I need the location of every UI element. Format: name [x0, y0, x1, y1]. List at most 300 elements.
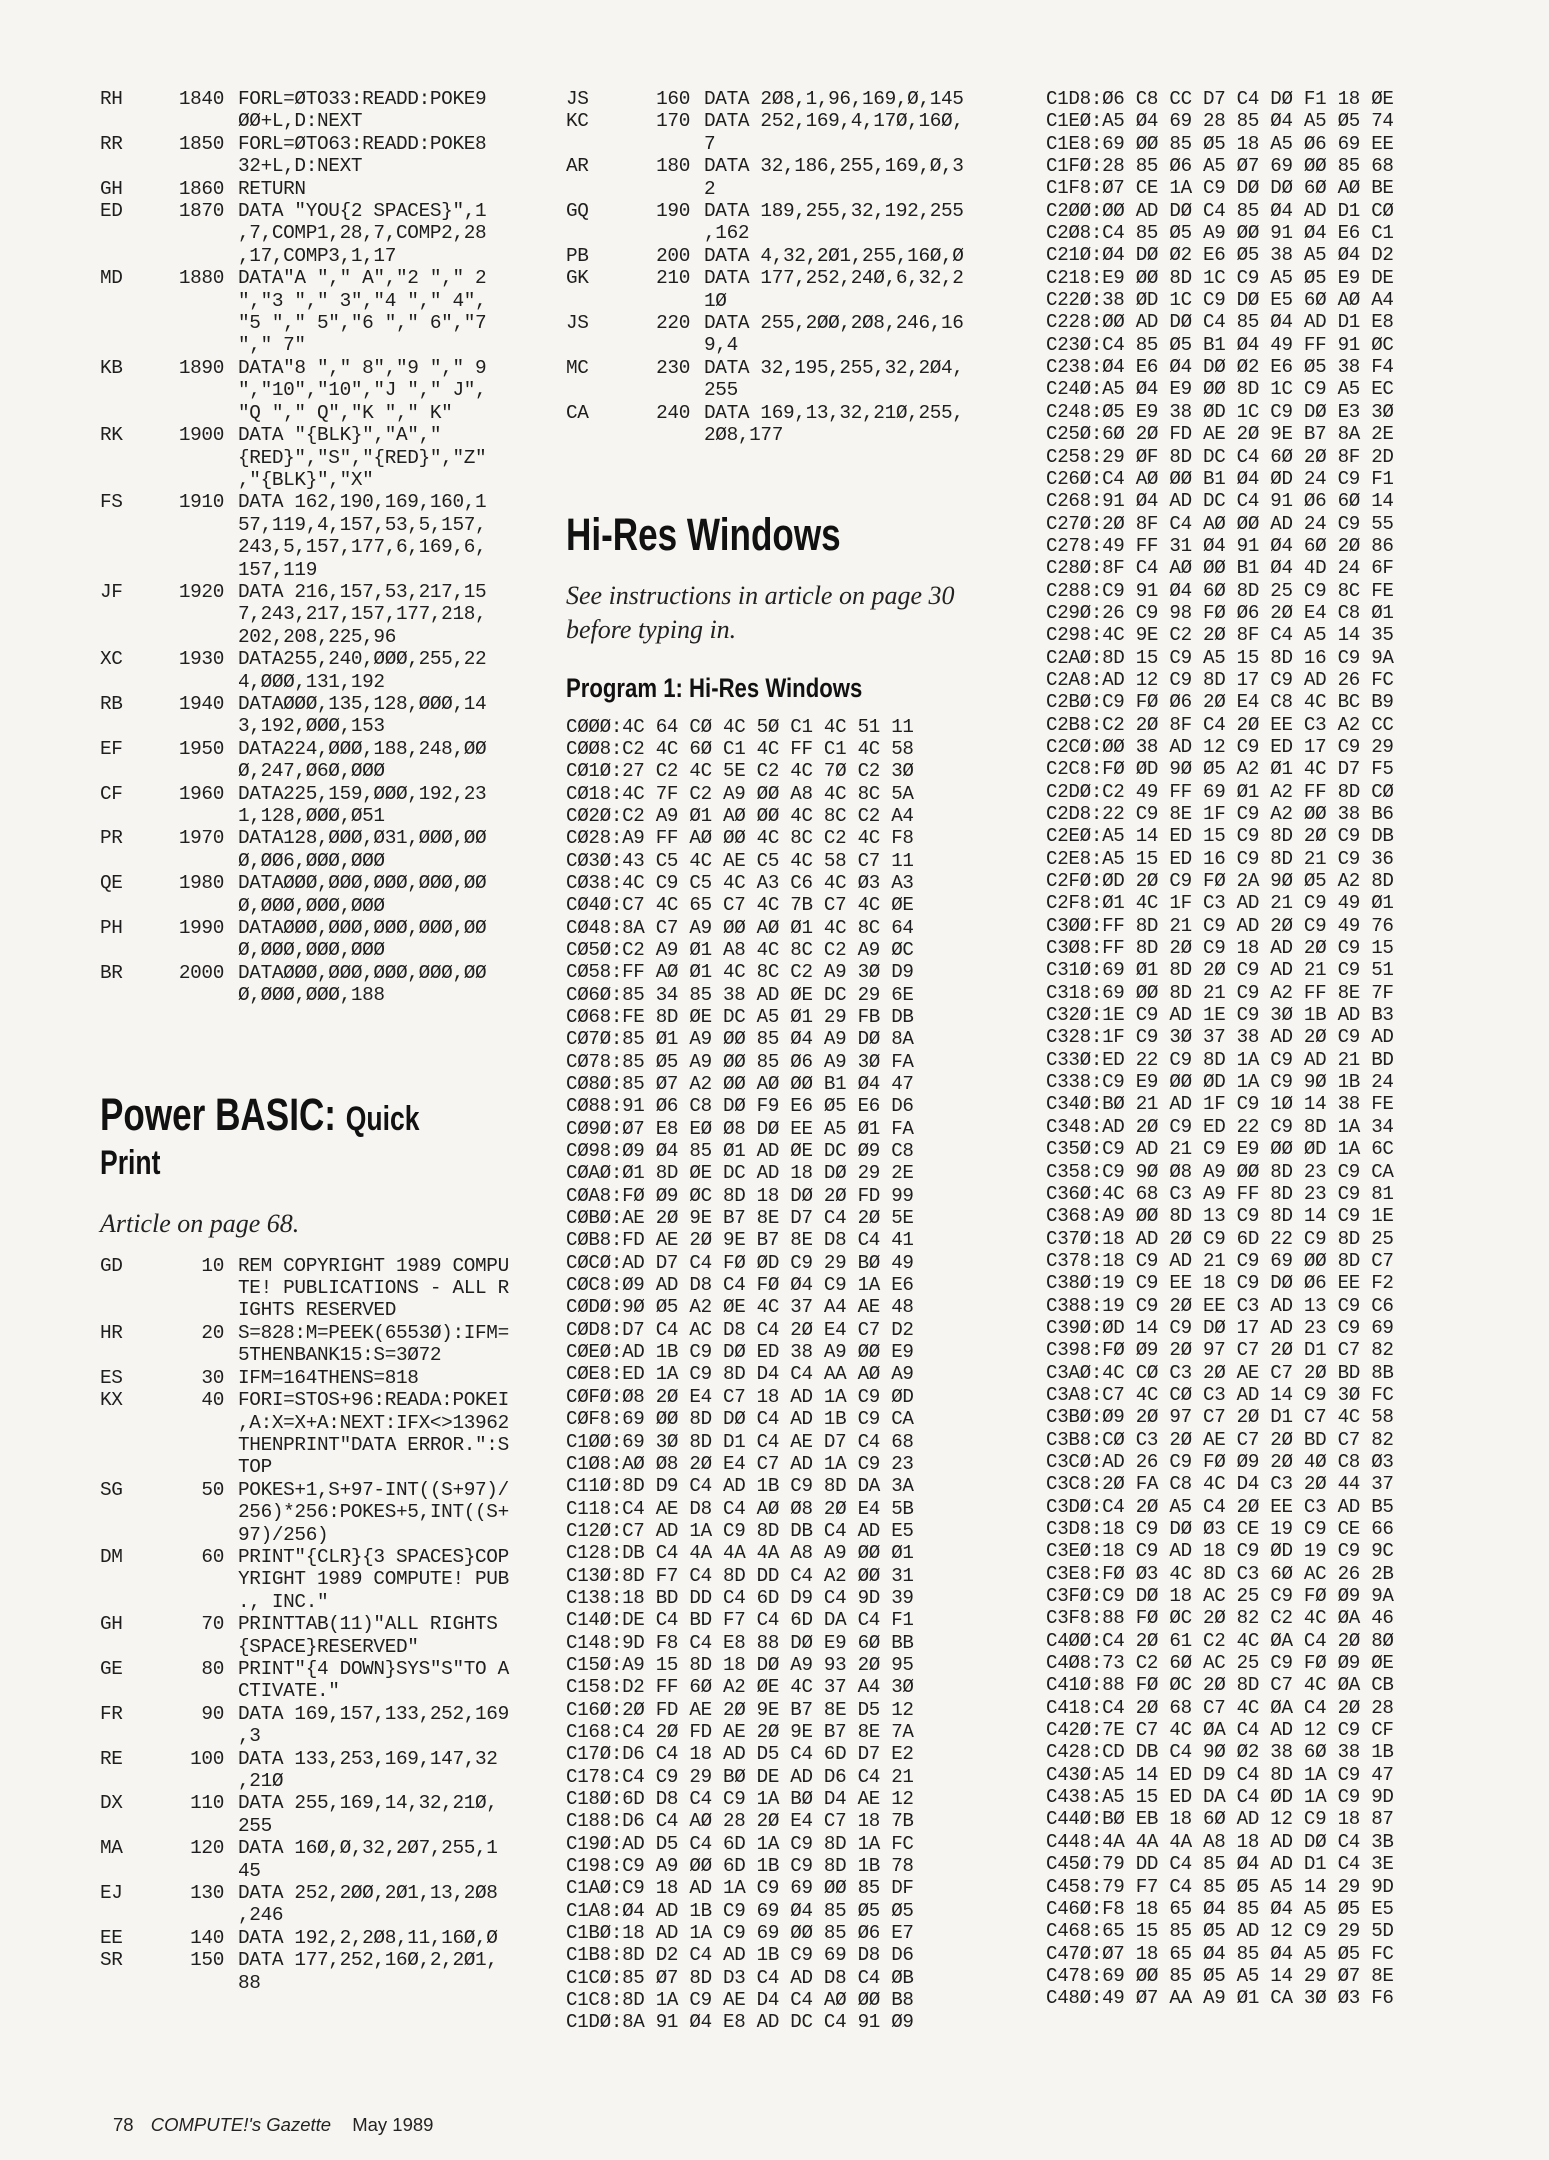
- line-text: DATA 177,252,24Ø,6,32,2 1Ø: [704, 267, 964, 312]
- line-number: 110: [190, 1792, 224, 1815]
- hex-row: C1CØ:85 Ø7 8D D3 C4 AD D8 C4 ØB: [566, 1966, 914, 1989]
- listing-line: [100, 783, 540, 828]
- line-text: PRINT"{CLR}{3 SPACES}COP YRIGHT 1989 COMPUTE! PUB ., INC.": [238, 1545, 509, 1613]
- checksum-code: RB: [100, 692, 123, 715]
- line-text: FORI=STOS+96:READA:POKEI ,A:X=X+A:NEXT:IFX<>13962 THENPRINT"DATA ERROR.":S TOP: [238, 1389, 509, 1479]
- hex-row: C29Ø:26 C9 98 FØ Ø6 2Ø E4 C8 Ø1: [1046, 601, 1394, 624]
- line-text: IFM=164THENS=818: [238, 1366, 419, 1389]
- line-text: DATA224,ØØØ,188,248,ØØ Ø,247,Ø6Ø,ØØØ: [238, 737, 487, 783]
- hex-row: C118:C4 AE D8 C4 AØ Ø8 2Ø E4 5B: [566, 1497, 914, 1520]
- line-text: RETURN: [238, 177, 306, 200]
- power-basic-intro: Article on page 68.: [100, 1208, 300, 1238]
- hex-row: C11Ø:8D D9 C4 AD 1B C9 8D DA 3A: [566, 1475, 914, 1498]
- line-number: 1980: [178, 872, 224, 895]
- hex-row: CØB8:FD AE 2Ø 9E B7 8E D8 C4 41: [566, 1229, 914, 1252]
- checksum-code: CA: [566, 401, 589, 424]
- line-number: 130: [190, 1882, 224, 1905]
- listing-line: [100, 1882, 540, 1927]
- listing-line: [100, 1479, 540, 1546]
- hex-row: C48Ø:49 Ø7 AA A9 Ø1 CA 3Ø Ø3 F6: [1046, 1987, 1394, 2010]
- checksum-code: SR: [100, 1949, 123, 1972]
- hex-row: C378:18 C9 AD 21 C9 69 ØØ 8D C7: [1046, 1249, 1394, 1272]
- line-number: 1990: [178, 917, 224, 940]
- program-title-name: Hi-Res Windows: [689, 672, 863, 703]
- line-number: 230: [656, 356, 690, 379]
- listing-line: [566, 357, 1021, 402]
- listing-line: [100, 1837, 540, 1882]
- listing-line: [100, 491, 540, 581]
- column-right: [1046, 88, 1516, 2010]
- listing-line: [100, 827, 540, 872]
- line-number: 190: [656, 200, 690, 223]
- line-text: DATA 16Ø,Ø,32,2Ø7,255,1 45: [238, 1837, 498, 1882]
- listing-line: [100, 357, 540, 424]
- hex-row: CØE8:ED 1A C9 8D D4 C4 AA AØ A9: [566, 1363, 914, 1386]
- hex-row: C39Ø:ØD 14 C9 DØ 17 AD 23 C9 69: [1046, 1316, 1394, 1339]
- hexdump-right: [1046, 88, 1516, 2010]
- hex-row: C438:A5 15 ED DA C4 ØD 1A C9 9D: [1046, 1786, 1394, 1809]
- checksum-code: RE: [100, 1747, 123, 1770]
- hex-row: C13Ø:8D F7 C4 8D DD C4 A2 ØØ 31: [566, 1564, 914, 1587]
- hex-row: C288:C9 91 Ø4 6Ø 8D 25 C9 8C FE: [1046, 579, 1394, 602]
- listing-line: [100, 133, 540, 178]
- hex-row: C468:65 15 85 Ø5 AD 12 C9 29 5D: [1046, 1920, 1394, 1943]
- line-text: DATA 162,190,169,160,1 57,119,4,157,53,5,157, 243,5,157,177,6,169,6, 157,119: [238, 491, 487, 581]
- hex-row: C3ØØ:FF 8D 21 C9 AD 2Ø C9 49 76: [1046, 914, 1394, 937]
- line-text: PRINT"{4 DOWN}SYS"S"TO A CTIVATE.": [238, 1657, 509, 1703]
- line-text: DATA 133,253,169,147,32 ,21Ø: [238, 1747, 498, 1792]
- hex-row: C1FØ:28 85 Ø6 A5 Ø7 69 ØØ 85 68: [1046, 155, 1394, 178]
- hex-row: C318:69 ØØ 8D 21 C9 A2 FF 8E 7F: [1046, 981, 1394, 1004]
- listing-line: [100, 200, 540, 267]
- listing-line: [566, 267, 1021, 312]
- line-text: DATA 189,255,32,192,255 ,162: [704, 200, 964, 245]
- line-text: PRINTTAB(11)"ALL RIGHTS {SPACE}RESERVED": [238, 1613, 498, 1658]
- line-number: 200: [656, 244, 690, 267]
- line-text: DATA 32,195,255,32,2Ø4, 255: [704, 356, 964, 402]
- hex-row: CØEØ:AD 1B C9 DØ ED 38 A9 ØØ E9: [566, 1341, 914, 1364]
- listing-line: [100, 1748, 540, 1793]
- page-number: 78: [113, 2114, 134, 2135]
- hex-row: C178:C4 C9 29 BØ DE AD D6 C4 21: [566, 1765, 914, 1788]
- listing-line: [100, 1389, 540, 1479]
- hex-row: CØF8:69 ØØ 8D DØ C4 AD 1B C9 CA: [566, 1408, 914, 1431]
- line-number: 150: [190, 1949, 224, 1972]
- line-number: 1960: [178, 782, 224, 805]
- line-text: DATA 169,157,133,252,169 ,3: [238, 1702, 509, 1748]
- hex-row: C138:18 BD DD C4 6D D9 C4 9D 39: [566, 1586, 914, 1609]
- line-text: POKES+1,S+97-INT((S+97)/ 256)*256:POKES+5,INT((S+ 97)/256): [238, 1478, 509, 1546]
- listing-line: [100, 1703, 540, 1748]
- listing-line: [100, 1322, 540, 1367]
- line-text: DATAØØØ,135,128,ØØØ,14 3,192,ØØØ,153: [238, 692, 487, 738]
- listing-line: [100, 693, 540, 738]
- hex-row: C28Ø:8F C4 AØ ØØ B1 Ø4 4D 24 6F: [1046, 557, 1394, 580]
- hex-row: CØ48:8A C7 A9 ØØ AØ Ø1 4C 8C 64: [566, 916, 914, 939]
- hex-row: C12Ø:C7 AD 1A C9 8D DB C4 AD E5: [566, 1519, 914, 1542]
- listing-line: [100, 178, 540, 200]
- hex-row: CØCØ:AD D7 C4 FØ ØD C9 29 BØ 49: [566, 1251, 914, 1274]
- checksum-code: KX: [100, 1389, 123, 1412]
- listing-line: [566, 245, 1021, 267]
- hex-row: C45Ø:79 DD C4 85 Ø4 AD D1 C4 3E: [1046, 1853, 1394, 1876]
- hex-row: C148:9D F8 C4 E8 88 DØ E9 6Ø BB: [566, 1631, 914, 1654]
- listing-line: [566, 155, 1021, 200]
- line-number: 80: [201, 1657, 224, 1680]
- hex-row: C35Ø:C9 AD 21 C9 E9 ØØ ØD 1A 6C: [1046, 1138, 1394, 1161]
- line-number: 90: [201, 1702, 224, 1725]
- hex-row: C3A8:C7 4C CØ C3 AD 14 C9 3Ø FC: [1046, 1383, 1394, 1406]
- line-number: 120: [190, 1837, 224, 1860]
- hex-row: C14Ø:DE C4 BD F7 C4 6D DA C4 F1: [566, 1609, 914, 1632]
- hex-row: C238:Ø4 E6 Ø4 DØ Ø2 E6 Ø5 38 F4: [1046, 356, 1394, 379]
- hex-row: CØ28:A9 FF AØ ØØ 4C 8C C2 4C F8: [566, 827, 914, 850]
- hex-row: C41Ø:88 FØ ØC 2Ø 8D C7 4C ØA CB: [1046, 1674, 1394, 1697]
- hex-row: C1B8:8D D2 C4 AD 1B C9 69 D8 D6: [566, 1944, 914, 1967]
- hex-row: C3EØ:18 C9 AD 18 C9 ØD 19 C9 9C: [1046, 1540, 1394, 1563]
- checksum-code: PB: [566, 244, 589, 267]
- hex-row: C388:19 C9 2Ø EE C3 AD 13 C9 C6: [1046, 1294, 1394, 1317]
- hex-row: C228:ØØ AD DØ C4 85 Ø4 AD D1 E8: [1046, 311, 1394, 334]
- checksum-code: DX: [100, 1792, 123, 1815]
- program-title-number: Program 1:: [566, 672, 683, 703]
- listing-power-basic: [100, 1255, 540, 1994]
- hex-row: C21Ø:Ø4 DØ Ø2 E6 Ø5 38 A5 Ø4 D2: [1046, 244, 1394, 267]
- listing-line: [100, 267, 540, 357]
- hex-row: C19Ø:AD D5 C4 6D 1A C9 8D 1A FC: [566, 1832, 914, 1855]
- checksum-code: PH: [100, 917, 123, 940]
- hex-row: CØDØ:9Ø Ø5 A2 ØE 4C 37 A4 AE 48: [566, 1296, 914, 1319]
- hex-row: C37Ø:18 AD 2Ø C9 6D 22 C9 8D 25: [1046, 1227, 1394, 1250]
- hex-row: C24Ø:A5 Ø4 E9 ØØ 8D 1C C9 A5 EC: [1046, 378, 1394, 401]
- hex-row: C398:FØ Ø9 2Ø 97 C7 2Ø D1 C7 82: [1046, 1339, 1394, 1362]
- hex-row: C2C8:FØ ØD 9Ø Ø5 A2 Ø1 4C D7 F5: [1046, 758, 1394, 781]
- line-number: 1890: [178, 356, 224, 379]
- line-text: DATA 4,32,2Ø1,255,16Ø,Ø: [704, 244, 964, 267]
- line-text: FORL=ØTO63:READD:POKE8 32+L,D:NEXT: [238, 132, 487, 178]
- hex-row: CØ38:4C C9 C5 4C A3 C6 4C Ø3 A3: [566, 871, 914, 894]
- hex-row: C46Ø:F8 18 65 Ø4 85 Ø4 A5 Ø5 E5: [1046, 1897, 1394, 1920]
- hex-row: CØ7Ø:85 Ø1 A9 ØØ 85 Ø4 A9 DØ 8A: [566, 1028, 914, 1051]
- hex-row: CØD8:D7 C4 AC D8 C4 2Ø E4 C7 D2: [566, 1318, 914, 1341]
- hex-row: C2EØ:A5 14 ED 15 C9 8D 2Ø C9 DB: [1046, 825, 1394, 848]
- hex-row: C15Ø:A9 15 8D 18 DØ A9 93 2Ø 95: [566, 1653, 914, 1676]
- hex-row: C218:E9 ØØ 8D 1C C9 A5 Ø5 E9 DE: [1046, 266, 1394, 289]
- hex-row: CØ68:FE 8D ØE DC A5 Ø1 29 FB DB: [566, 1005, 914, 1028]
- listing-line: [100, 581, 540, 648]
- hex-row: C38Ø:19 C9 EE 18 C9 DØ Ø6 EE F2: [1046, 1272, 1394, 1295]
- hex-row: C1D8:Ø6 C8 CC D7 C4 DØ F1 18 ØE: [1046, 88, 1394, 110]
- hex-row: CØ58:FF AØ Ø1 4C 8C C2 A9 3Ø D9: [566, 961, 914, 984]
- line-text: DATA 177,252,16Ø,2,2Ø1, 88: [238, 1949, 498, 1994]
- hex-row: C3B8:CØ C3 2Ø AE C7 2Ø BD C7 82: [1046, 1428, 1394, 1451]
- hexdump-middle: [566, 716, 1021, 2034]
- hex-row: CØFØ:Ø8 2Ø E4 C7 18 AD 1A C9 ØD: [566, 1385, 914, 1408]
- checksum-code: FS: [100, 491, 123, 514]
- column-left: [100, 88, 540, 1994]
- hex-row: CØØØ:4C 64 CØ 4C 5Ø C1 4C 51 11: [566, 715, 914, 738]
- hex-row: C418:C4 2Ø 68 C7 4C ØA C4 2Ø 28: [1046, 1696, 1394, 1719]
- hex-row: C3Ø8:FF 8D 2Ø C9 18 AD 2Ø C9 15: [1046, 937, 1394, 960]
- hex-row: CØ9Ø:Ø7 E8 EØ Ø8 DØ EE A5 Ø1 FA: [566, 1117, 914, 1140]
- line-number: 180: [656, 155, 690, 178]
- hex-row: C168:C4 2Ø FD AE 2Ø 9E B7 8E 7A: [566, 1720, 914, 1743]
- hex-row: C188:D6 C4 AØ 28 2Ø E4 C7 18 7B: [566, 1810, 914, 1833]
- checksum-code: HR: [100, 1321, 123, 1344]
- line-text: DATA 216,157,53,217,15 7,243,217,157,177,218, 202,208,225,96: [238, 580, 487, 648]
- listing-line: [100, 872, 540, 917]
- line-number: 1940: [178, 692, 224, 715]
- hex-row: C338:C9 E9 ØØ ØD 1A C9 9Ø 1B 24: [1046, 1071, 1394, 1094]
- hex-row: C328:1F C9 3Ø 37 38 AD 2Ø C9 AD: [1046, 1026, 1394, 1049]
- checksum-code: GE: [100, 1657, 123, 1680]
- listing-line: [100, 1367, 540, 1389]
- hex-row: C298:4C 9E C2 2Ø 8F C4 A5 14 35: [1046, 624, 1394, 647]
- line-number: 220: [656, 312, 690, 335]
- checksum-code: ES: [100, 1366, 123, 1389]
- listing-line: [566, 200, 1021, 245]
- line-number: 1930: [178, 648, 224, 671]
- checksum-code: EE: [100, 1926, 123, 1949]
- line-number: 1920: [178, 580, 224, 603]
- hex-row: C2B8:C2 2Ø 8F C4 2Ø EE C3 A2 CC: [1046, 713, 1394, 736]
- checksum-code: ED: [100, 200, 123, 223]
- hex-row: C448:4A 4A 4A A8 18 AD DØ C4 3B: [1046, 1830, 1394, 1853]
- checksum-code: BR: [100, 961, 123, 984]
- line-number: 1970: [178, 827, 224, 850]
- line-text: DATA255,240,ØØØ,255,22 4,ØØØ,131,192: [238, 648, 487, 693]
- checksum-code: KC: [566, 110, 589, 133]
- line-text: DATA "{BLK}","A"," {RED}","S","{RED}","Z" ,"{BLK}","X": [238, 424, 487, 491]
- hex-row: C4Ø8:73 C2 6Ø AC 25 C9 FØ Ø9 ØE: [1046, 1652, 1394, 1675]
- hex-row: C23Ø:C4 85 Ø5 B1 Ø4 49 FF 91 ØC: [1046, 333, 1394, 356]
- listing-line: [566, 88, 1021, 110]
- line-text: DATA 255,2ØØ,2Ø8,246,16 9,4: [704, 312, 964, 357]
- listing-line: [566, 110, 1021, 155]
- listing-line: [100, 1792, 540, 1837]
- hex-row: C31Ø:69 Ø1 8D 2Ø C9 AD 21 C9 51: [1046, 959, 1394, 982]
- hex-row: C128:DB C4 4A 4A 4A A8 A9 ØØ Ø1: [566, 1542, 914, 1565]
- line-text: REM COPYRIGHT 1989 COMPU TE! PUBLICATIONS - ALL R IGHTS RESERVED: [238, 1254, 509, 1322]
- line-number: 210: [656, 267, 690, 290]
- checksum-code: JF: [100, 580, 123, 603]
- line-text: DATA"A "," A","2 "," 2 ","3 "," 3","4 "," 4", "5 "," 5","6 "," 6","7 "," 7": [238, 267, 487, 357]
- line-text: DATAØØØ,ØØØ,ØØØ,ØØØ,ØØ Ø,ØØØ,ØØØ,ØØØ: [238, 917, 487, 962]
- line-text: DATA 32,186,255,169,Ø,3 2: [704, 155, 964, 200]
- hex-row: C33Ø:ED 22 C9 8D 1A C9 AD 21 BD: [1046, 1048, 1394, 1071]
- line-text: DATA128,ØØØ,Ø31,ØØØ,ØØ Ø,ØØ6,ØØØ,ØØØ: [238, 827, 487, 872]
- line-number: 60: [201, 1545, 224, 1568]
- hex-row: C32Ø:1E C9 AD 1E C9 3Ø 1B AD B3: [1046, 1004, 1394, 1027]
- line-number: 240: [656, 401, 690, 424]
- listing-line: [566, 402, 1021, 447]
- hex-row: C158:D2 FF 6Ø A2 ØE 4C 37 A4 3Ø: [566, 1676, 914, 1699]
- checksum-code: RH: [100, 88, 123, 110]
- checksum-code: EF: [100, 737, 123, 760]
- hex-row: C458:79 F7 C4 85 Ø5 A5 14 29 9D: [1046, 1875, 1394, 1898]
- hex-row: C2BØ:C9 FØ Ø6 2Ø E4 C8 4C BC B9: [1046, 691, 1394, 714]
- line-text: DATA 252,2ØØ,2Ø1,13,2Ø8 ,246: [238, 1882, 498, 1927]
- line-number: 1870: [178, 200, 224, 223]
- hex-row: C478:69 ØØ 85 Ø5 A5 14 29 Ø7 8E: [1046, 1964, 1394, 1987]
- hex-row: CØ5Ø:C2 A9 Ø1 A8 4C 8C C2 A9 ØC: [566, 938, 914, 961]
- checksum-code: JS: [566, 312, 589, 335]
- line-number: 170: [656, 110, 690, 133]
- checksum-code: CF: [100, 782, 123, 805]
- hex-row: C25Ø:6Ø 2Ø FD AE 2Ø 9E B7 8A 2E: [1046, 423, 1394, 446]
- hex-row: CØC8:Ø9 AD D8 C4 FØ Ø4 C9 1A E6: [566, 1274, 914, 1297]
- listing-line: [100, 88, 540, 133]
- checksum-code: AR: [566, 155, 589, 178]
- hex-row: C1EØ:A5 Ø4 69 28 85 Ø4 A5 Ø5 74: [1046, 110, 1394, 133]
- hex-row: C1AØ:C9 18 AD 1A C9 69 ØØ 85 DF: [566, 1877, 914, 1900]
- hex-row: CØ2Ø:C2 A9 Ø1 AØ ØØ 4C 8C C2 A4: [566, 804, 914, 827]
- line-number: 40: [201, 1389, 224, 1412]
- hex-row: C2AØ:8D 15 C9 A5 15 8D 16 C9 9A: [1046, 646, 1394, 669]
- hex-row: C2E8:A5 15 ED 16 C9 8D 21 C9 36: [1046, 847, 1394, 870]
- hex-row: C3AØ:4C CØ C3 2Ø AE C7 2Ø BD 8B: [1046, 1361, 1394, 1384]
- checksum-code: MC: [566, 356, 589, 379]
- hex-row: C2F8:Ø1 4C 1F C3 AD 21 C9 49 Ø1: [1046, 892, 1394, 915]
- listing-line: [100, 1927, 540, 1949]
- line-number: 20: [201, 1321, 224, 1344]
- hex-row: CØ88:91 Ø6 C8 DØ F9 E6 Ø5 E6 D6: [566, 1095, 914, 1118]
- listing-line: [566, 312, 1021, 357]
- hex-row: C1ØØ:69 3Ø 8D D1 C4 AE D7 C4 68: [566, 1430, 914, 1453]
- hires-intro: See instructions in article on page 30 before typing in.: [566, 580, 955, 644]
- line-text: S=828:M=PEEK(6553Ø):IFM= 5THENBANK15:S=3Ø72: [238, 1321, 509, 1367]
- checksum-code: FR: [100, 1702, 123, 1725]
- line-number: 1840: [178, 88, 224, 110]
- checksum-code: XC: [100, 648, 123, 671]
- hex-row: C1E8:69 ØØ 85 Ø5 18 A5 Ø6 69 EE: [1046, 132, 1394, 155]
- checksum-code: GH: [100, 177, 123, 200]
- checksum-code: KB: [100, 356, 123, 379]
- checksum-code: MA: [100, 1837, 123, 1860]
- line-text: DATA 169,13,32,21Ø,255, 2Ø8,177: [704, 401, 964, 447]
- hex-row: CØBØ:AE 2Ø 9E B7 8E D7 C4 2Ø 5E: [566, 1207, 914, 1230]
- checksum-code: GQ: [566, 200, 589, 223]
- hex-row: CØ98:Ø9 Ø4 85 Ø1 AD ØE DC Ø9 C8: [566, 1140, 914, 1163]
- line-number: 1880: [178, 267, 224, 290]
- hex-row: C2CØ:ØØ 38 AD 12 C9 ED 17 C9 29: [1046, 735, 1394, 758]
- checksum-code: GH: [100, 1613, 123, 1636]
- checksum-code: RK: [100, 424, 123, 447]
- checksum-code: DM: [100, 1545, 123, 1568]
- hires-title: Hi-Res Windows: [566, 508, 841, 560]
- line-text: FORL=ØTO33:READD:POKE9 ØØ+L,D:NEXT: [238, 88, 487, 133]
- program-title: [566, 673, 939, 704]
- listing-line: [100, 1546, 540, 1613]
- column-middle: [566, 88, 1021, 2034]
- listing-card-game-tail: [100, 88, 540, 1007]
- hex-row: C428:CD DB C4 9Ø Ø2 38 6Ø 38 1B: [1046, 1741, 1394, 1764]
- power-basic-title: [100, 1088, 443, 1143]
- listing-power-basic-tail: [566, 88, 1021, 447]
- hex-row: C17Ø:D6 C4 18 AD D5 C4 6D D7 E2: [566, 1743, 914, 1766]
- hex-row: C268:91 Ø4 AD DC C4 91 Ø6 6Ø 14: [1046, 490, 1394, 513]
- checksum-code: JS: [566, 88, 589, 110]
- power-basic-title-line2: Print: [100, 1143, 161, 1182]
- line-text: DATA "YOU{2 SPACES}",1 ,7,COMP1,28,7,COMP2,28 ,17,COMP3,1,17: [238, 200, 487, 267]
- line-text: DATA225,159,ØØØ,192,23 1,128,ØØØ,Ø51: [238, 782, 487, 827]
- line-number: 140: [190, 1926, 224, 1949]
- hex-row: CØ1Ø:27 C2 4C 5E C2 4C 7Ø C2 3Ø: [566, 760, 914, 783]
- hex-row: C2FØ:ØD 2Ø C9 FØ 2A 9Ø Ø5 A2 8D: [1046, 870, 1394, 893]
- hex-row: C18Ø:6D D8 C4 C9 1A BØ D4 AE 12: [566, 1788, 914, 1810]
- page-footer: [113, 2114, 433, 2136]
- hex-row: C1F8:Ø7 CE 1A C9 DØ DØ 6Ø AØ BE: [1046, 177, 1394, 200]
- hex-row: C16Ø:2Ø FD AE 2Ø 9E B7 8E D5 12: [566, 1698, 914, 1721]
- line-text: DATAØØØ,ØØØ,ØØØ,ØØØ,ØØ Ø,ØØØ,ØØØ,188: [238, 961, 487, 1007]
- hex-row: CØØ8:C2 4C 6Ø C1 4C FF C1 4C 58: [566, 737, 914, 760]
- hex-row: C198:C9 A9 ØØ 6D 1B C9 8D 1B 78: [566, 1855, 914, 1878]
- line-number: 2000: [178, 961, 224, 984]
- checksum-code: RR: [100, 132, 123, 155]
- line-number: 10: [201, 1254, 224, 1277]
- listing-line: [100, 1255, 540, 1322]
- power-basic-title-main: Power BASIC:: [100, 1088, 336, 1140]
- line-number: 100: [190, 1747, 224, 1770]
- listing-line: [100, 1613, 540, 1658]
- hex-row: C4ØØ:C4 2Ø 61 C2 4C ØA C4 2Ø 8Ø: [1046, 1629, 1394, 1652]
- hex-row: C2DØ:C2 49 FF 69 Ø1 A2 FF 8D CØ: [1046, 780, 1394, 803]
- hex-row: C43Ø:A5 14 ED D9 C4 8D 1A C9 47: [1046, 1763, 1394, 1786]
- hex-row: CØ8Ø:85 Ø7 A2 ØØ AØ ØØ B1 Ø4 47: [566, 1073, 914, 1095]
- listing-line: [100, 1949, 540, 1994]
- hex-row: CØ4Ø:C7 4C 65 C7 4C 7B C7 4C ØE: [566, 894, 914, 917]
- checksum-code: GK: [566, 267, 589, 290]
- checksum-code: GD: [100, 1254, 123, 1277]
- hex-row: C368:A9 ØØ 8D 13 C9 8D 14 C9 1E: [1046, 1205, 1394, 1228]
- line-text: DATA 2Ø8,1,96,169,Ø,145: [704, 88, 964, 110]
- line-number: 70: [201, 1613, 224, 1636]
- hex-row: C1Ø8:AØ Ø8 2Ø E4 C7 AD 1A C9 23: [566, 1452, 914, 1475]
- listing-line: [100, 424, 540, 491]
- hex-row: C358:C9 9Ø Ø8 A9 ØØ 8D 23 C9 CA: [1046, 1160, 1394, 1183]
- magazine-name: COMPUTE!'s Gazette: [150, 2114, 332, 2135]
- hex-row: C42Ø:7E C7 4C ØA C4 AD 12 C9 CF: [1046, 1719, 1394, 1742]
- hex-row: C27Ø:2Ø 8F C4 AØ ØØ AD 24 C9 55: [1046, 512, 1394, 535]
- line-number: 1860: [178, 177, 224, 200]
- line-number: 1850: [178, 132, 224, 155]
- listing-line: [100, 738, 540, 783]
- hex-row: C2ØØ:ØØ AD DØ C4 85 Ø4 AD D1 CØ: [1046, 199, 1394, 222]
- hex-row: C3FØ:C9 DØ 18 AC 25 C9 FØ Ø9 9A: [1046, 1585, 1394, 1608]
- line-number: 1950: [178, 737, 224, 760]
- issue-date: May 1989: [352, 2114, 434, 2135]
- listing-line: [100, 962, 540, 1007]
- line-text: DATA"8 "," 8","9 "," 9 ","10","10","J "," J", "Q "," Q","K "," K": [238, 356, 487, 424]
- hex-row: C1BØ:18 AD 1A C9 69 ØØ 85 Ø6 E7: [566, 1922, 914, 1945]
- hex-row: CØ18:4C 7F C2 A9 ØØ A8 4C 8C 5A: [566, 782, 914, 805]
- hex-row: C34Ø:BØ 21 AD 1F C9 1Ø 14 38 FE: [1046, 1093, 1394, 1116]
- power-basic-title-small: Quick: [345, 1099, 420, 1138]
- checksum-code: QE: [100, 872, 123, 895]
- listing-line: [100, 917, 540, 962]
- hex-row: C47Ø:Ø7 18 65 Ø4 85 Ø4 A5 Ø5 FC: [1046, 1942, 1394, 1965]
- hex-row: C26Ø:C4 AØ ØØ B1 Ø4 ØD 24 C9 F1: [1046, 467, 1394, 490]
- hex-row: C258:29 ØF 8D DC C4 6Ø 2Ø 8F 2D: [1046, 445, 1394, 468]
- hex-row: C1A8:Ø4 AD 1B C9 69 Ø4 85 Ø5 Ø5: [566, 1899, 914, 1922]
- hex-row: CØAØ:Ø1 8D ØE DC AD 18 DØ 29 2E: [566, 1162, 914, 1185]
- hex-row: C348:AD 2Ø C9 ED 22 C9 8D 1A 34: [1046, 1115, 1394, 1138]
- line-number: 160: [656, 88, 690, 110]
- hex-row: C3BØ:Ø9 2Ø 97 C7 2Ø D1 C7 4C 58: [1046, 1406, 1394, 1429]
- hex-row: C3CØ:AD 26 C9 FØ Ø9 2Ø 4Ø C8 Ø3: [1046, 1450, 1394, 1473]
- line-text: DATA 252,169,4,17Ø,16Ø, 7: [704, 110, 964, 155]
- line-number: 30: [201, 1366, 224, 1389]
